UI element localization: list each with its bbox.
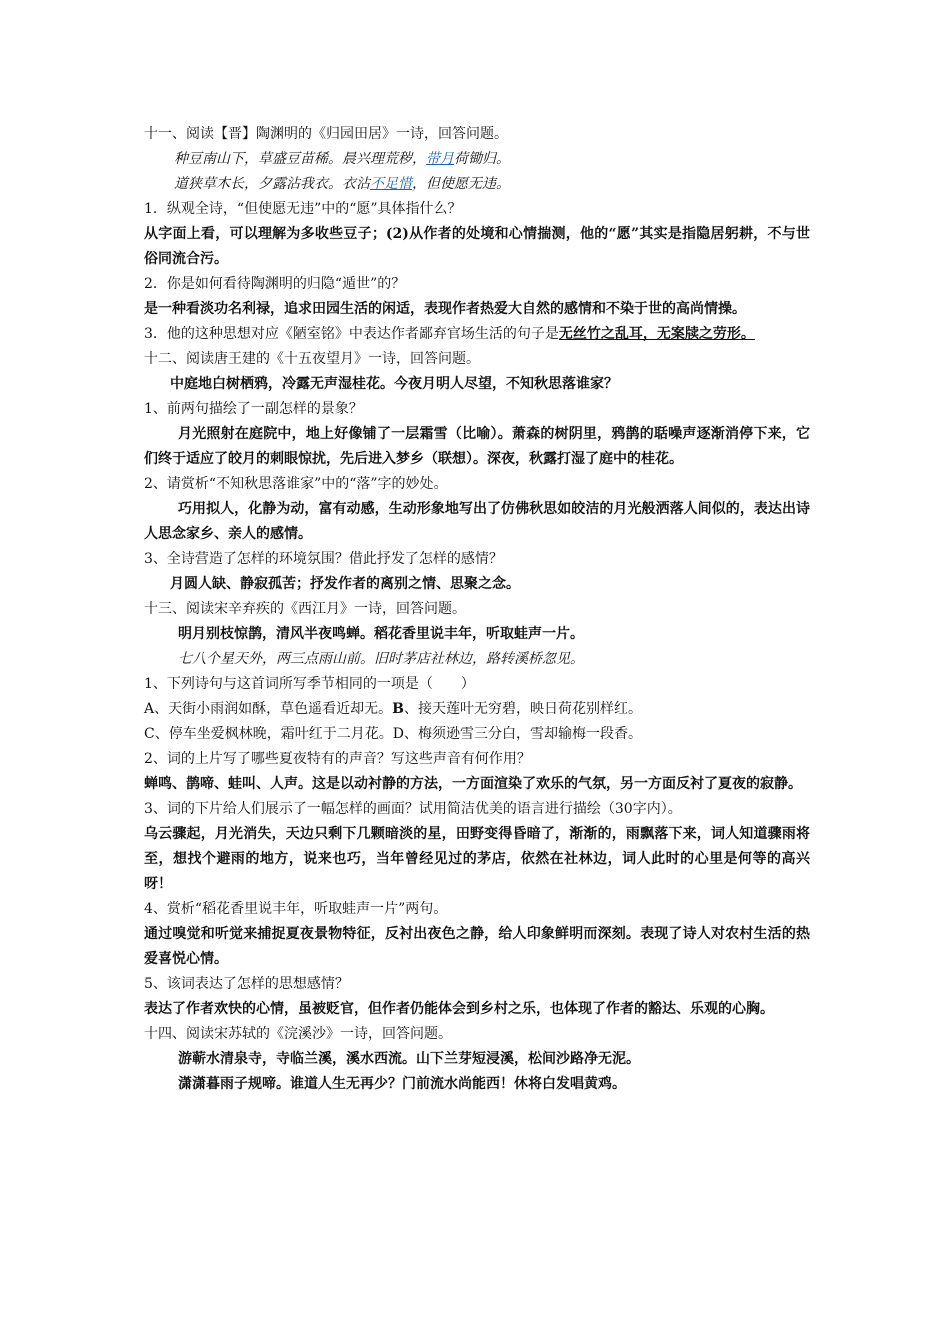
poem-text: 荷锄归。 (454, 151, 510, 167)
question (144, 322, 810, 347)
answer: 通过嗅觉和听觉来捕捉夏夜景物特征，反衬出夜色之静，给人印象鲜明而深刻。表现了诗人对农村生活的热爱喜悦心情。 (144, 926, 810, 967)
section-12-heading: 十二、阅读唐王建的《十五夜望月》一诗，回答问题。 (144, 351, 480, 367)
underlined-answer: 无丝竹之乱耳，无案牍之劳形。 (558, 326, 755, 342)
poem-text: 种豆南山下，草盛豆苗稀。晨兴理荒秽， (174, 151, 426, 167)
answer: 是一种看淡功名利禄，追求田园生活的闲适，表现作者热爱大自然的感情和不染于世的高尚情操。 (144, 301, 746, 317)
poem-text: ，但使愿无违。 (412, 176, 510, 192)
annotation-link[interactable]: 带月 (426, 151, 454, 167)
question: 4、赏析“稻花香里说丰年，听取蛙声一片”两句。 (144, 901, 448, 917)
question-text: 3．他的这种思想对应《陋室铭》中表达作者鄙弃官场生活的句子是 (144, 326, 559, 342)
answer: 蝉鸣、鹊啼、蛙叫、人声。这是以动衬静的方法，一方面渲染了欢乐的气氛，另一方面反衬了夏夜的寂静。 (144, 776, 802, 792)
option-row (144, 697, 810, 722)
question: 1．纵观全诗，“但使愿无违”中的“愿”具体指什么？ (144, 201, 462, 217)
section-13-heading: 十三、阅读宋辛弃疾的《西江月》一诗，回答问题。 (144, 601, 466, 617)
option-b: 、接天莲叶无穷碧，映日荷花别样红。 (403, 701, 642, 717)
answer: 月光照射在庭院中，地上好像铺了一层霜雪（比喻）。萧森的树阴里，鸦鹊的聒噪声逐渐消停下来，它们终于适应了皎月的刺眼惊扰，先后进入梦乡（联想）。深夜，秋露打湿了庭中的桂花。 (144, 426, 810, 467)
annotation-link[interactable]: 不足惜 (370, 176, 412, 192)
poem-line: 明月别枝惊鹊，清风半夜鸣蝉。稻花香里说丰年，听取蛙声一片。 (178, 626, 584, 642)
poem-line: 潇潇暮雨子规啼。谁道人生无再少？门前流水尚能西！休将白发唱黄鸡。 (178, 1076, 626, 1092)
section-11-heading: 十一、阅读【晋】陶渊明的《归园田居》一诗，回答问题。 (144, 126, 508, 142)
poem-line (144, 147, 810, 172)
option-row (144, 722, 810, 747)
question: 2．你是如何看待陶渊明的归隐“遁世”的？ (144, 276, 406, 292)
poem-line: 七八个星天外，两三点雨山前。旧时茅店社林边，路转溪桥忽见。 (178, 651, 584, 667)
poem-line: 游蕲水清泉寺，寺临兰溪，溪水西流。山下兰芽短浸溪，松间沙路净无泥。 (178, 1051, 640, 1067)
poem-line (144, 172, 810, 197)
answer: 表达了作者欢快的心情，虽被贬官，但作者仍能体会到乡村之乐，也体现了作者的豁达、乐观的心胸。 (144, 1001, 774, 1017)
question: 3、词的下片给人们展示了一幅怎样的画面？试用简洁优美的语言进行描绘（30字内）。 (144, 801, 682, 817)
poem-text: 道狭草木长，夕露沾我衣。衣沾 (174, 176, 370, 192)
option-a: A、天街小雨润如酥，草色遥看近却无。 (144, 701, 393, 717)
answer: 从字面上看，可以理解为多收些豆子；(2)从作者的处境和心情揣测，他的“愿”其实是指隐居躬耕，不与世俗同流合污。 (144, 226, 810, 267)
question: 1、下列诗句与这首词所写季节相同的一项是（ ） (144, 676, 475, 692)
question: 5、该词表达了怎样的思想感情？ (144, 976, 349, 992)
question: 3、全诗营造了怎样的环境氛围？借此抒发了怎样的感情？ (144, 551, 503, 567)
option-b-letter: B (392, 701, 404, 717)
answer: 月圆人缺、静寂孤苦；抒发作者的离别之情、思聚之念。 (170, 576, 520, 592)
question: 2、词的上片写了哪些夏夜特有的声音？写这些声音有何作用？ (144, 751, 531, 767)
question: 1、前两句描绘了一副怎样的景象？ (144, 401, 363, 417)
answer: 乌云骤起，月光消失，天边只剩下几颗暗淡的星，田野变得昏暗了，渐渐的，雨飘落下来，词人知道骤雨将至，想找个避雨的地方，说来也巧，当年曾经见过的茅店，依然在社林边，词人此时的心里是何等的高兴呀！ (144, 826, 810, 892)
poem-line: 中庭地白树栖鸦，冷露无声湿桂花。今夜月明人尽望，不知秋思落谁家？ (170, 376, 618, 392)
answer: 巧用拟人，化静为动，富有动感，生动形象地写出了仿佛秋思如皎洁的月光般洒落人间似的，表达出诗人思念家乡、亲人的感情。 (144, 501, 810, 542)
option-c: C、停车坐爱枫林晚，霜叶红于二月花。 (144, 726, 393, 742)
option-d: D、梅须逊雪三分白，雪却输梅一段香。 (392, 726, 642, 742)
question: 2、请赏析“不知秋思落谁家”中的“落”字的妙处。 (144, 476, 448, 492)
document-page (144, 122, 810, 1097)
section-14-heading: 十四、阅读宋苏轼的《浣溪沙》一诗，回答问题。 (144, 1026, 452, 1042)
